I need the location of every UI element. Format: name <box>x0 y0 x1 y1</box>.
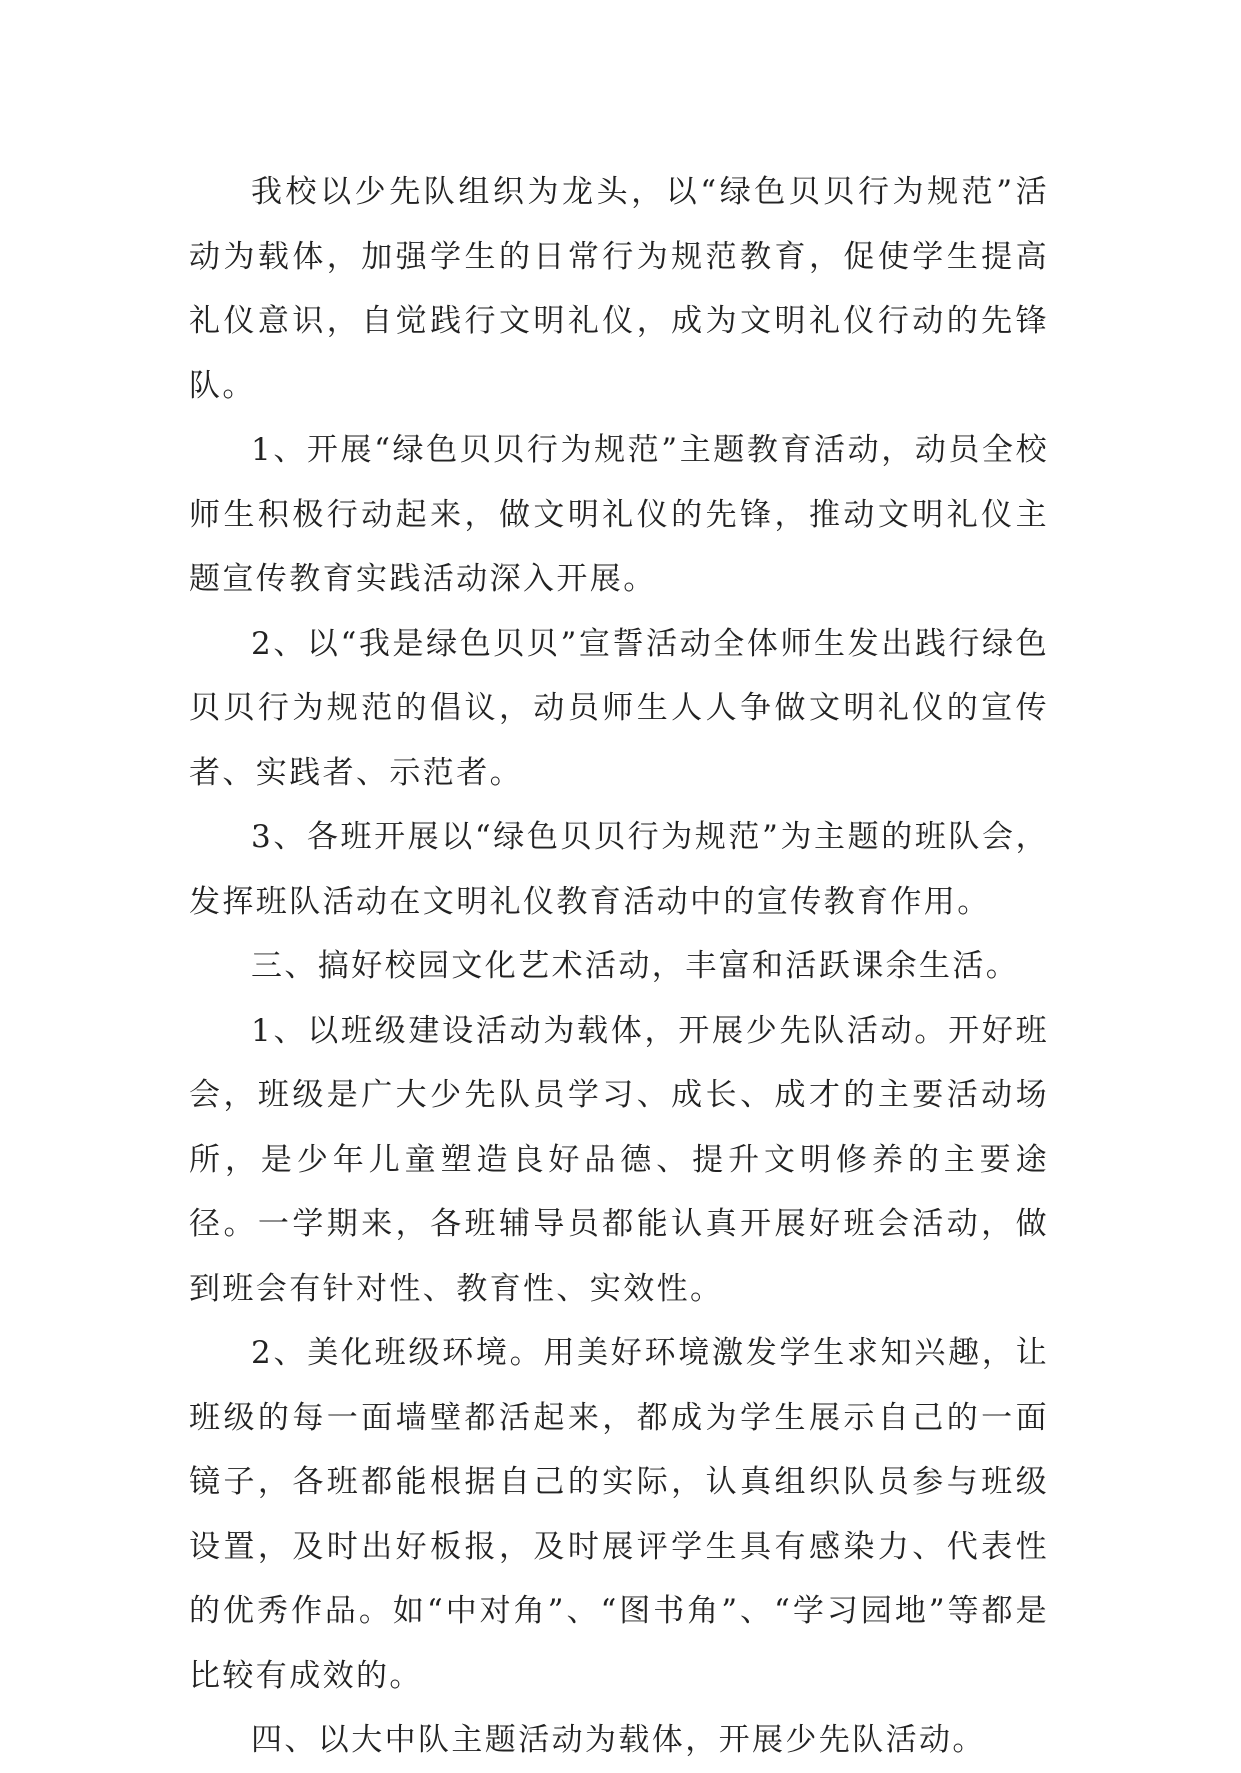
section-heading-3: 三、搞好校园文化艺术活动，丰富和活跃课余生活。 <box>251 948 1020 984</box>
paragraph-item-1: 1、开展“绿色贝贝行为规范”主题教育活动，动员全校师生积极行动起来，做文明礼仪的先锋，推动文明礼仪主题宣传教育实践活动深入开展。 <box>189 432 1049 597</box>
paragraph-section3-item-1: 1、以班级建设活动为载体，开展少先队活动。开好班会，班级是广大少先队员学习、成长、成才的主要活动场所，是少年儿童塑造良好品德、提升文明修养的主要途径。一学期来，各班辅导员都能认真开展好班会活动，做到班会有针对性、教育性、实效性。 <box>189 1012 1049 1307</box>
section-heading-4: 四、以大中队主题活动为载体，开展少先队活动。 <box>251 1722 986 1758</box>
paragraph-item-2: 2、以“我是绿色贝贝”宣誓活动全体师生发出践行绿色贝贝行为规范的倡议，动员师生人人争做文明礼仪的宣传者、实践者、示范者。 <box>189 625 1049 791</box>
document-body <box>189 160 1049 1773</box>
paragraph-section3-item-2: 2、美化班级环境。用美好环境激发学生求知兴趣，让班级的每一面墙壁都活起来，都成为学生展示自己的一面镜子，各班都能根据自己的实际，认真组织队员参与班级设置，及时出好板报，及时展评学生具有感染力、代表性的优秀作品。如“中对角”、“图书角”、“学习园地”等都是比较有成效的。 <box>189 1335 1049 1694</box>
paragraph-item-3: 3、各班开展以“绿色贝贝行为规范”为主题的班队会，发挥班队活动在文明礼仪教育活动中的宣传教育作用。 <box>189 819 1049 920</box>
paragraph-intro: 我校以少先队组织为龙头，以“绿色贝贝行为规范”活动为载体，加强学生的日常行为规范教育，促使学生提高礼仪意识，自觉践行文明礼仪，成为文明礼仪行动的先锋队。 <box>189 174 1049 404</box>
